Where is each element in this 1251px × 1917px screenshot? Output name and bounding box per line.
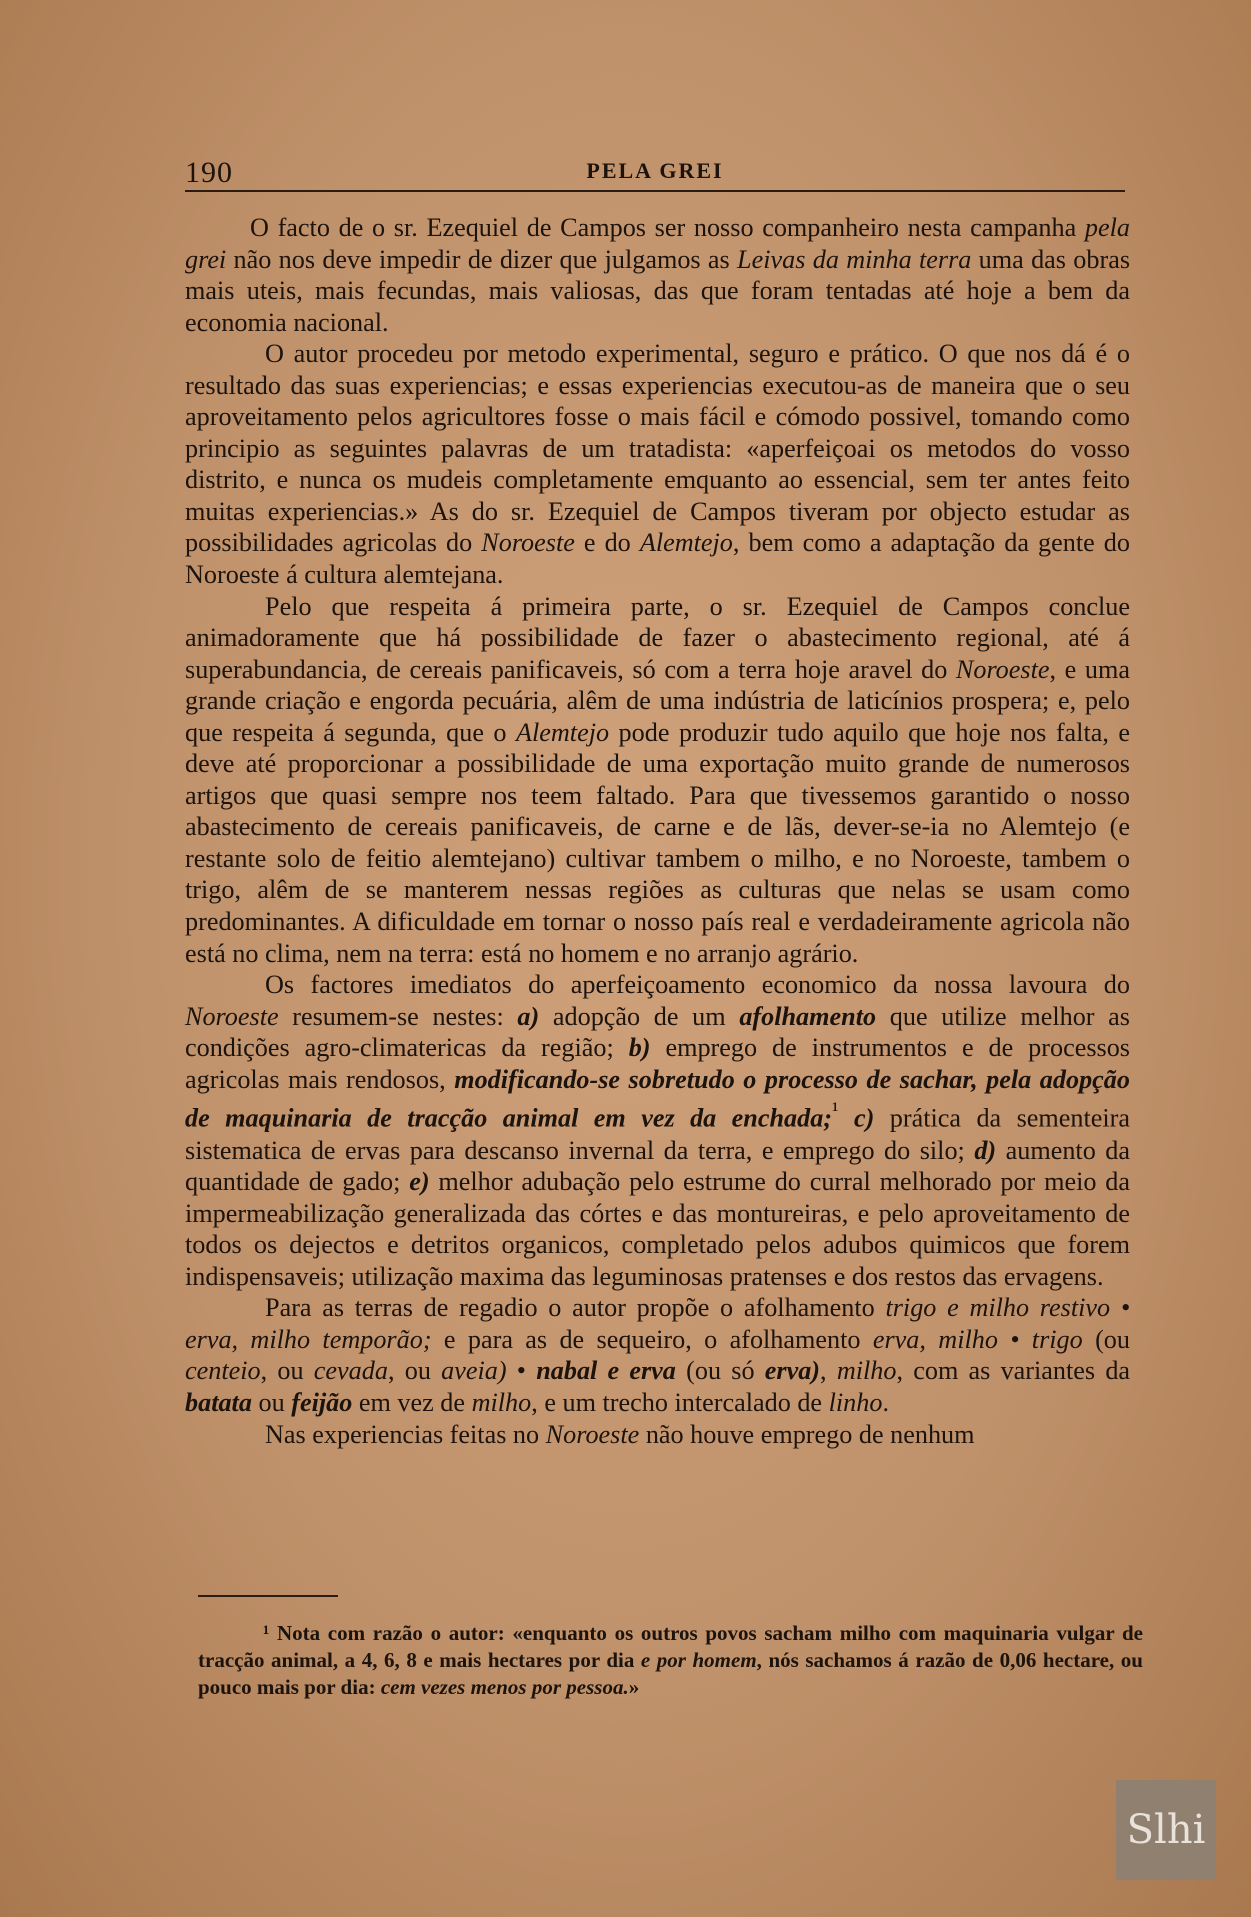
text-run: , ou [387, 1356, 442, 1386]
library-watermark-logo [1116, 1780, 1216, 1880]
text-run: , com as variantes da [896, 1356, 1131, 1386]
paragraph [185, 969, 1130, 1292]
text-run: e para as de sequeiro, o afolhamento [431, 1324, 873, 1354]
text-run: trigo e milho restivo • erva, milho temporão; [185, 1293, 1130, 1354]
text-run: a) [517, 1001, 540, 1031]
paragraph [185, 591, 1130, 970]
text-run: , e uma grande criação e engorda pecuária, alêm de uma indústria de laticínios prospera; e, pelo que respeita á segunda, que o [185, 654, 1130, 747]
text-run: ¹ Nota com razão o autor: «enquanto os outros povos sacham milho com maquinaria vulgar de tracção animal, a 4, 6, 8 e mais hectares por dia [198, 1621, 1143, 1672]
text-run: aveia) [441, 1356, 507, 1386]
text-run: ou [251, 1387, 292, 1417]
text-run: » [628, 1675, 640, 1699]
text-run: uma das obras mais uteis, mais fecundas, mais valiosas, das que foram tentadas até hoje a bem da economia nacional. [185, 244, 1131, 337]
text-run: Alemtejo [639, 528, 733, 558]
text-run: emprego de instrumentos e de processos agricolas mais rendosos, [185, 1033, 1131, 1094]
text-run: erva) [764, 1356, 821, 1386]
text-run: (ou [1082, 1324, 1130, 1354]
text-run: e por homem [640, 1648, 757, 1672]
footnote-divider [198, 1595, 338, 1597]
text-run: . [882, 1387, 889, 1417]
text-run: que utilize melhor as condições agro-climatericas da região; [185, 1001, 1130, 1063]
text-run: Para as terras de regadio o autor propõe o afolhamento [265, 1293, 886, 1323]
text-run: Nas experiencias feitas no [265, 1419, 546, 1449]
text-run: Alemtejo [516, 717, 610, 747]
text-run: centeio [185, 1356, 261, 1386]
text-run: (ou só [675, 1356, 765, 1386]
page-header [185, 150, 1125, 192]
text-run: modificando-se sobretudo o processo de sachar, pela adopção de maquinaria de tracção animal em vez da enchada; [185, 1064, 1130, 1134]
body-text [185, 212, 1130, 1450]
text-run: • [506, 1356, 537, 1386]
text-run [839, 1104, 854, 1133]
footnote [198, 1620, 1143, 1701]
text-run: milho [836, 1356, 897, 1386]
text-run: prática da sementeira sistematica de ervas para descanso invernal da terra, e emprego do silo; [185, 1104, 1130, 1165]
text-run: adopção de um [539, 1001, 740, 1031]
text-run: , e um trecho intercalado de [531, 1387, 829, 1417]
text-run: pela grei [185, 213, 1130, 274]
text-run: , nós sachamos á razão de 0,06 hectare, ou pouco mais por dia: [198, 1648, 1143, 1699]
text-run: Os factores imediatos do aperfeiçoamento economico da nossa lavoura do [265, 970, 1130, 1000]
page-number: 190 [185, 156, 233, 189]
text-run: em vez de [352, 1387, 472, 1417]
text-run: melhor adubação pelo estrume do curral melhorado por meio da impermeabilização generalizada das córtes e das montureiras, e pelo aproveitamento de todos os dejectos e detritos organicos, completado pelos adubos quimicos que forem indispensaveis; utilização maxima das leguminosas pratenses e dos restos das ervagens. [185, 1167, 1130, 1291]
text-run: e) [409, 1167, 430, 1197]
running-title: PELA GREI [586, 158, 724, 183]
text-run: afolhamento [739, 1001, 877, 1031]
text-run: O autor procedeu por metodo experimental, seguro e prático. O que nos dá é o resultado das suas experiencias; e essas experiencias executou-as de maneira que o seu aproveitamento pelos agricultores fosse o mais fácil e cómodo possivel, tomando como principio as seguintes palavras de um tratadista: «aperfeiçoai os metodos do vosso distrito, e nunca os mudeis completamente emquanto ao essencial, sem ter antes feito muitas experiencias.» As do sr. Ezequiel de Campos tiveram por objecto estudar as possibilidades agricolas do [185, 339, 1130, 558]
paragraph [185, 1292, 1130, 1418]
text-run: não nos deve impedir de dizer que julgamos as [226, 244, 738, 274]
text-run: pode produzir tudo aquilo que hoje nos falta, e deve até proporcionar a possibilidade de uma exportação muito grande de numerosos artigos que quasi sempre nos teem faltado. Para que tivessemos garantido o nosso abastecimento de cereais panificaveis, de carne e de lãs, dever-se-ia no Alemtejo (e restante solo de feitio alemtejano) cultivar tambem o milho, e no Noroeste, tambem o trigo, alêm de se manterem nessas regiões as culturas que nelas se usam como predominantes. A dificuldade em tornar o nosso país real e verdadeiramente agricola não está no clima, nem na terra: está no homem e no arranjo agrário. [185, 717, 1130, 968]
text-run: Leivas da minha terra [737, 244, 972, 274]
paragraph [185, 1419, 1130, 1451]
paragraph [185, 212, 1130, 338]
paragraph [185, 338, 1130, 590]
text-run: milho [471, 1387, 532, 1417]
text-run: aumento da quantidade de gado; [185, 1135, 1131, 1197]
text-run: ¹ [832, 1098, 839, 1123]
text-run: feijão [291, 1387, 353, 1417]
text-run: Pelo que respeita á primeira parte, o sr. Ezequiel de Campos conclue animadoramente que há possibilidade de fazer o abastecimento regional, até á superabundancia, de cereais panificaveis, só com a terra hoje aravel do [185, 591, 1130, 684]
text-run: cem vezes menos por pessoa. [380, 1675, 629, 1699]
text-run: Noroeste [185, 1001, 279, 1031]
text-run: batata [185, 1387, 252, 1417]
text-run: erva, milho • trigo [872, 1324, 1083, 1354]
text-run: b) [628, 1033, 651, 1063]
text-run: cevada [313, 1356, 388, 1386]
text-run: e do [574, 528, 640, 558]
text-run: Noroeste [955, 654, 1050, 684]
watermark-text: Slhi [1126, 1807, 1206, 1853]
text-run: O facto de o sr. Ezequiel de Campos ser nosso companheiro nesta campanha [250, 213, 1085, 242]
text-run: resumem-se nestes: [278, 1001, 518, 1031]
text-run: nabal e erva [536, 1356, 676, 1386]
text-run: não houve emprego de nenhum [639, 1419, 975, 1449]
text-run: c) [854, 1104, 875, 1134]
text-run: linho [828, 1387, 883, 1417]
text-run: Noroeste [545, 1419, 640, 1449]
text-run: , bem como a adaptação da gente do Noroeste á cultura alemtejana. [185, 528, 1130, 590]
text-run: , ou [260, 1356, 314, 1386]
text-run: d) [974, 1135, 997, 1165]
text-run: , [820, 1356, 837, 1386]
text-run: Noroeste [481, 528, 575, 558]
